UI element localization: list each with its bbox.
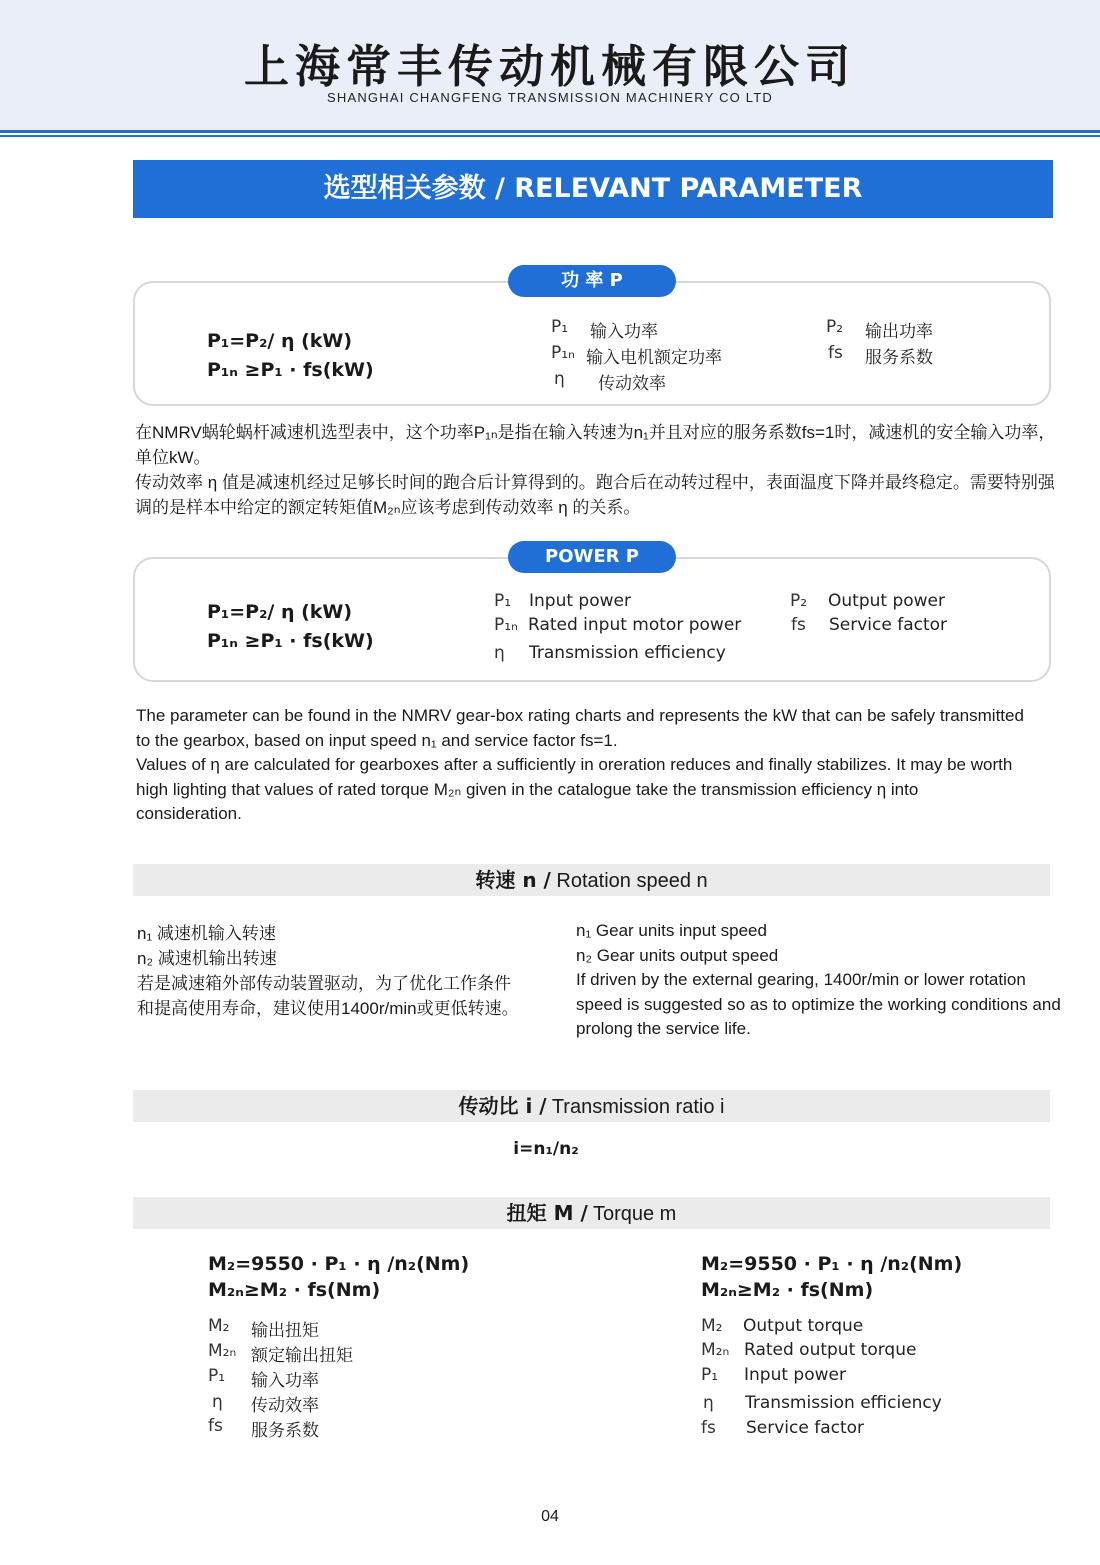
torque-cn-sym: M₂ [208,1316,230,1336]
rotation-speed-header [133,864,1050,896]
power-cn-def: 输入功率 [590,322,658,342]
power-en-paragraph-1: The parameter can be found in the NMRV gear-box rating charts and represents the kW that can be safely transmitted to the gearbox, based on input speed n₁ and service factor fs=1. [136,706,1024,750]
rotation-cn-line: n₁ 减速机输入转速 [137,924,276,943]
power-en-sym: P₁ [494,591,512,611]
power-en-paragraph [136,704,1026,827]
power-en-pill: POWER P [508,541,676,573]
power-en-sym: P₁ₙ [494,615,518,635]
power-cn-def: 服务系数 [865,348,933,368]
rotation-cn-line: n₂ 减速机输出转速 [137,949,277,968]
rotation-speed-title-cn: 转速 n / [475,868,551,892]
power-cn-pill: 功 率 P [508,265,676,297]
torque-title-cn: 扭矩 M / [506,1201,588,1225]
power-cn-sym: η [554,369,565,389]
torque-cn-sym: η [212,1392,223,1412]
power-en-def: Transmission efficiency [529,643,726,663]
rotation-en-line: n₂ Gear units output speed [576,945,779,965]
torque-cn-formula-1: M₂=9550 · P₁ · η /n₂(Nm) [208,1253,470,1275]
power-cn-formula-1: P₁=P₂/ η (kW) [207,330,353,352]
torque-en-formula-1: M₂=9550 · P₁ · η /n₂(Nm) [701,1253,963,1275]
rotation-speed-title-en: Rotation speed n [550,870,708,892]
torque-en-def: Service factor [746,1418,865,1438]
rotation-en-text [576,919,1066,1042]
torque-en-sym: η [703,1393,714,1413]
power-en-def: Service factor [829,615,948,635]
power-en-def: Rated input motor power [528,615,742,635]
torque-header [133,1197,1050,1229]
power-en-sym: fs [791,615,806,635]
power-cn-def: 输出功率 [865,322,933,342]
power-en-def: Output power [828,591,945,611]
power-en-sym: η [494,643,505,663]
power-cn-paragraph-1: 在NMRV蜗轮蜗杆减速机选型表中，这个功率P₁ₙ是指在输入转速为n₁并且对应的服务系数fs=1时，减速机的安全输入功率，单位kW。 [135,423,1056,467]
rotation-cn-line: 若是减速箱外部传动装置驱动，为了优化工作条件 [137,974,511,993]
header-divider [0,130,1100,133]
torque-cn-def: 输出扭矩 [251,1321,319,1341]
power-cn-formula-2: P₁ₙ ≥P₁ · fs(kW) [207,359,374,381]
rotation-en-line: n₁ Gear units input speed [576,921,767,940]
torque-en-sym: M₂ [701,1316,723,1336]
rotation-cn-line: 和提高使用寿命，建议使用1400r/min或更低转速。 [137,999,519,1018]
rotation-cn-text [137,921,557,1021]
power-cn-paragraph-2: 传动效率 η 值是减速机经过足够长时间的跑合后计算得到的。跑合后在动转过程中，表面温度下降并最终稳定。需要特别强调的是样本中给定的额定转矩值M₂ₙ应该考虑到传动效率 η 的关系。 [135,473,1055,517]
power-cn-def: 传动效率 [598,374,666,394]
rotation-en-paragraph: If driven by the external gearing, 1400r/min or lower rotation speed is suggested so as to optimize the working conditions and prolong the service life. [576,970,1061,1038]
torque-cn-def: 输入功率 [251,1371,319,1391]
transmission-ratio-header [133,1090,1050,1122]
power-en-formula-1: P₁=P₂/ η (kW) [207,601,353,623]
power-cn-sym: fs [828,343,843,363]
torque-cn-sym: fs [208,1416,223,1436]
section-banner: 选型相关参数 / RELEVANT PARAMETER [133,160,1053,218]
torque-cn-def: 服务系数 [251,1421,319,1441]
torque-cn-formula-2: M₂ₙ≥M₂ · fs(Nm) [208,1279,381,1301]
power-en-def: Input power [529,591,631,611]
torque-en-def: Rated output torque [744,1340,917,1360]
torque-en-formula-2: M₂ₙ≥M₂ · fs(Nm) [701,1279,874,1301]
company-name: 上海常丰传动机械有限公司 [243,40,856,93]
torque-en-sym: P₁ [701,1365,719,1385]
torque-en-sym: M₂ₙ [701,1340,730,1360]
torque-en-def: Output torque [743,1316,864,1336]
transmission-ratio-title-cn: 传动比 i / [458,1094,547,1118]
power-cn-def: 输入电机额定功率 [586,348,722,368]
torque-en-sym: fs [701,1418,716,1438]
power-cn-paragraph [135,420,1060,520]
power-en-sym: P₂ [790,591,808,611]
page-number: 04 [541,1508,559,1525]
torque-cn-def: 传动效率 [251,1396,319,1416]
power-en-paragraph-2: Values of η are calculated for gearboxes after a sufficiently in oreration reduces and finally stabilizes. It may be worth high lighting that values of rated torque M₂ₙ given in the catalogue take the transmission efficiency η into consideration. [136,755,1013,823]
transmission-ratio-formula: i=n₁/n₂ [513,1139,579,1159]
company-name-en: SHANGHAI CHANGFENG TRANSMISSION MACHINERY CO LTD [327,90,773,105]
torque-cn-def: 额定输出扭矩 [251,1346,353,1366]
power-cn-sym: P₁ₙ [551,343,575,363]
power-en-formula-2: P₁ₙ ≥P₁ · fs(kW) [207,630,374,652]
torque-en-def: Transmission efficiency [745,1393,942,1413]
power-cn-sym: P₁ [551,317,569,337]
torque-title-en: Torque m [587,1203,677,1225]
power-cn-sym: P₂ [826,317,844,337]
transmission-ratio-title-en: Transmission ratio i [546,1096,725,1118]
torque-cn-sym: M₂ₙ [208,1341,237,1361]
torque-en-def: Input power [744,1365,846,1385]
torque-cn-sym: P₁ [208,1366,226,1386]
header-divider-thin [0,135,1100,137]
